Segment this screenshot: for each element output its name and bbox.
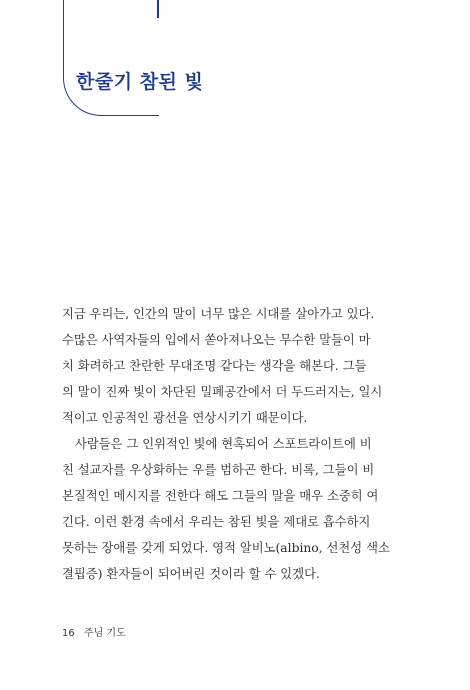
- chapter-frame-decoration-right: [157, 0, 159, 18]
- chapter-title: 한줄기 참된 빛: [76, 71, 204, 93]
- page-number: 16: [62, 628, 75, 639]
- text-line: 못하는 장애를 갖게 되었다. 영적 알비노(albino, 선천성 색소: [62, 541, 390, 555]
- running-title: 주님 기도: [83, 628, 126, 639]
- text-line: 친 설교자를 우상화하는 우를 범하곤 한다. 비록, 그들이 비: [62, 463, 375, 477]
- text-line: 결핍증) 환자들이 되어버린 것이라 할 수 있겠다.: [62, 567, 320, 581]
- text-line: 사람들은 그 인위적인 빛에 현혹되어 스포트라이트에 비: [75, 437, 372, 451]
- text-line: 적이고 인공적인 광선을 연상시키기 때문이다.: [62, 411, 308, 425]
- text-line: 본질적인 메시지를 전한다 해도 그들의 말을 매우 소중히 여: [62, 489, 379, 503]
- text-line: 긴다. 이런 환경 속에서 우리는 참된 빛을 제대로 흡수하지: [62, 515, 371, 529]
- body-text: [62, 301, 412, 587]
- page-footer: [62, 624, 126, 639]
- chapter-frame-decoration: [63, 0, 159, 116]
- paragraph-2: [62, 431, 412, 587]
- text-line: 의 말이 진짜 빛이 차단된 밀폐공간에서 더 두드러지는, 일시: [62, 385, 383, 399]
- paragraph-1: [62, 301, 412, 431]
- text-line: 치 화려하고 찬란한 무대조명 같다는 생각을 해본다. 그들: [62, 359, 367, 373]
- text-line: 지금 우리는, 인간의 말이 너무 많은 시대를 살아가고 있다.: [62, 307, 375, 321]
- text-line: 수많은 사역자들의 입에서 쏟아져나오는 무수한 말들이 마: [62, 333, 371, 347]
